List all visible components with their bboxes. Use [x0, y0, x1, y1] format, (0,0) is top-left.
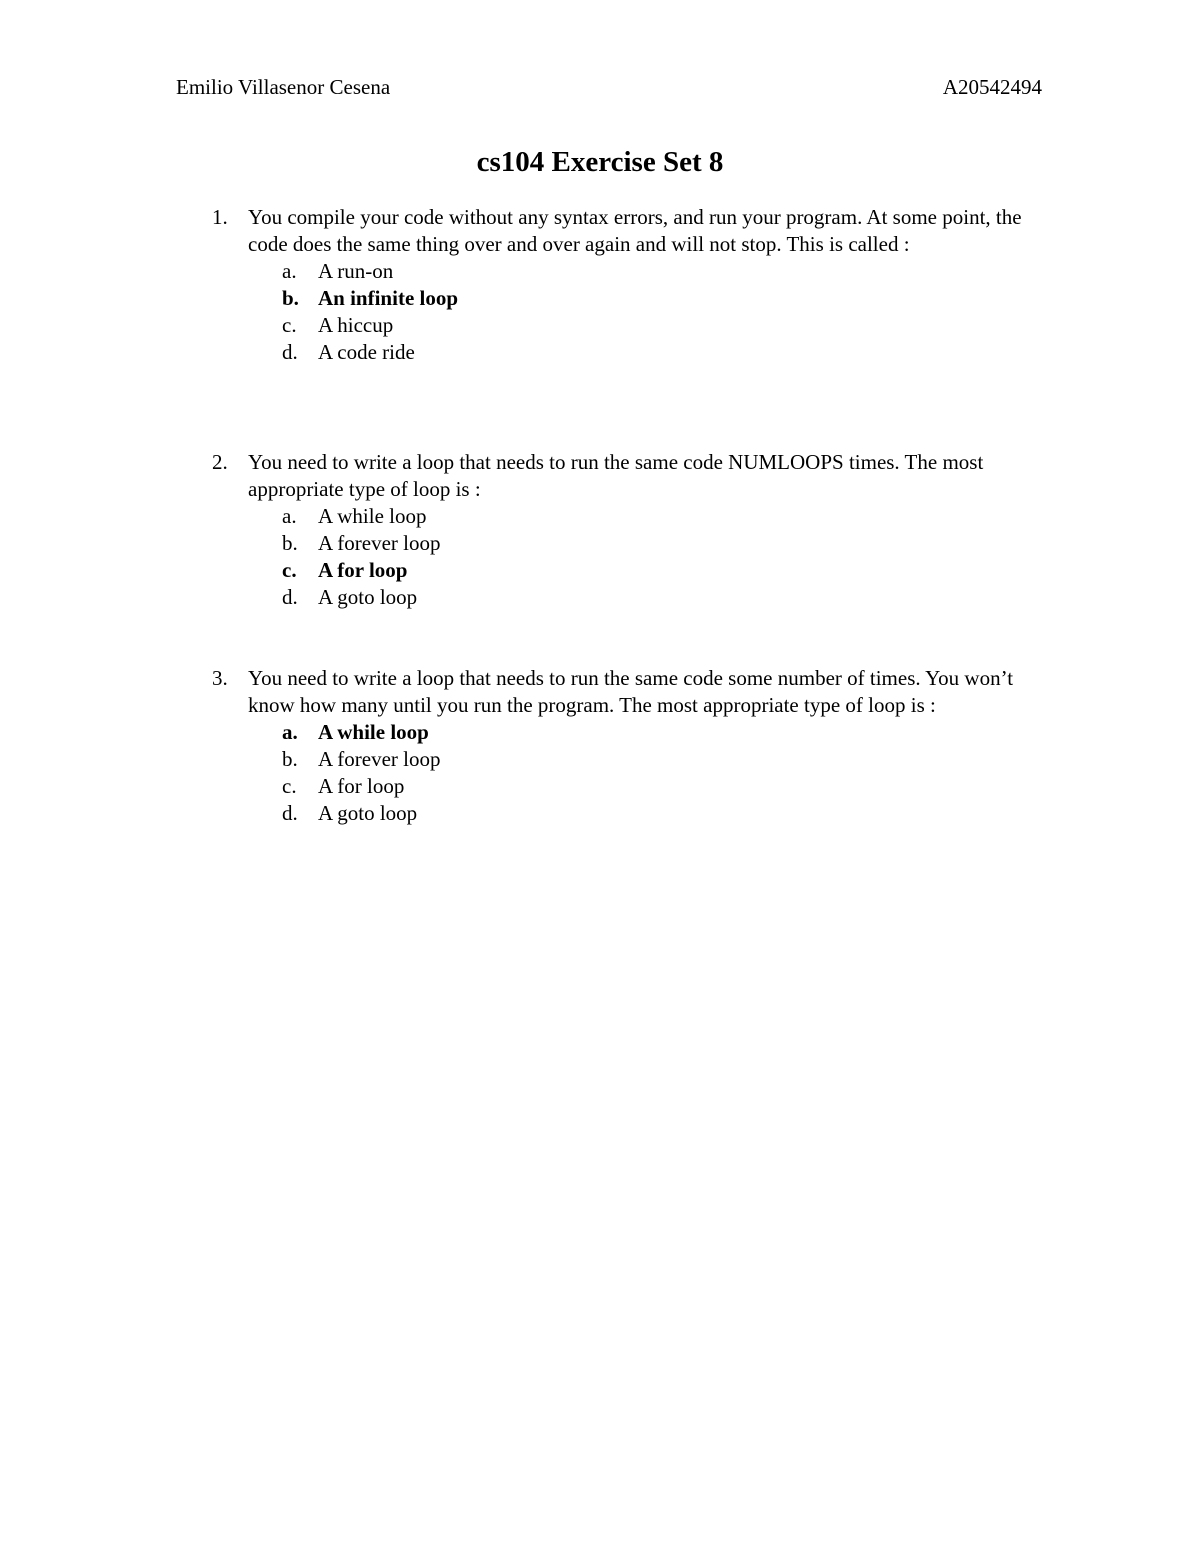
- question-3-options: [212, 719, 1032, 827]
- question-1: [212, 204, 1032, 366]
- option-text: A while loop: [318, 504, 427, 528]
- question-1-option-c: [212, 312, 1032, 339]
- option-text: A forever loop: [318, 747, 441, 771]
- question-1-option-d: [212, 339, 1032, 366]
- option-text: A for loop: [318, 774, 405, 798]
- student-name: Emilio Villasenor Cesena: [176, 75, 391, 99]
- option-letter: a.: [282, 720, 298, 744]
- question-3-text: You need to write a loop that needs to run the same code some number of times. You won’t know how many until you run the program. The most appropriate type of loop is :: [248, 666, 1014, 717]
- option-letter: a.: [282, 259, 297, 283]
- option-text: A for loop: [318, 558, 408, 582]
- option-text: A goto loop: [318, 801, 418, 825]
- option-letter: c.: [282, 774, 297, 798]
- question-1-option-b: [212, 285, 1032, 312]
- question-3-number: 3.: [212, 666, 228, 690]
- question-2-stem: [212, 449, 1032, 503]
- option-text: A code ride: [318, 340, 415, 364]
- option-letter: c.: [282, 313, 297, 337]
- question-1-option-a: [212, 258, 1032, 285]
- question-1-text: You compile your code without any syntax errors, and run your program. At some point, the code does the same thing over and over again and will not stop. This is called :: [248, 205, 1022, 256]
- option-text: A forever loop: [318, 531, 441, 555]
- question-3-option-d: [212, 800, 1032, 827]
- question-1-number: 1.: [212, 205, 228, 229]
- option-text: A goto loop: [318, 585, 418, 609]
- page-title: cs104 Exercise Set 8: [476, 146, 724, 178]
- option-letter: d.: [282, 585, 298, 609]
- option-letter: b.: [282, 286, 299, 310]
- question-1-options: [212, 258, 1032, 366]
- question-2-number: 2.: [212, 450, 228, 474]
- option-letter: d.: [282, 340, 298, 364]
- option-letter: d.: [282, 801, 298, 825]
- question-2-option-d: [212, 584, 1032, 611]
- option-letter: b.: [282, 531, 298, 555]
- question-3-option-c: [212, 773, 1032, 800]
- page-header: [176, 72, 1042, 102]
- question-2-options: [212, 503, 1032, 611]
- option-text: An infinite loop: [318, 286, 459, 310]
- option-letter: c.: [282, 558, 297, 582]
- question-1-stem: [212, 204, 1032, 258]
- question-3-stem: [212, 665, 1032, 719]
- question-3-option-a: [212, 719, 1032, 746]
- question-2-option-b: [212, 530, 1032, 557]
- question-2: [212, 449, 1032, 611]
- option-text: A while loop: [318, 720, 429, 744]
- question-2-text: You need to write a loop that needs to run the same code NUMLOOPS times. The most appropriate type of loop is :: [248, 450, 984, 501]
- question-3: [212, 665, 1032, 827]
- option-letter: a.: [282, 504, 297, 528]
- student-id: A20542494: [942, 75, 1042, 99]
- option-text: A hiccup: [318, 313, 394, 337]
- option-text: A run-on: [318, 259, 394, 283]
- option-letter: b.: [282, 747, 298, 771]
- question-2-option-a: [212, 503, 1032, 530]
- question-2-option-c: [212, 557, 1032, 584]
- question-3-option-b: [212, 746, 1032, 773]
